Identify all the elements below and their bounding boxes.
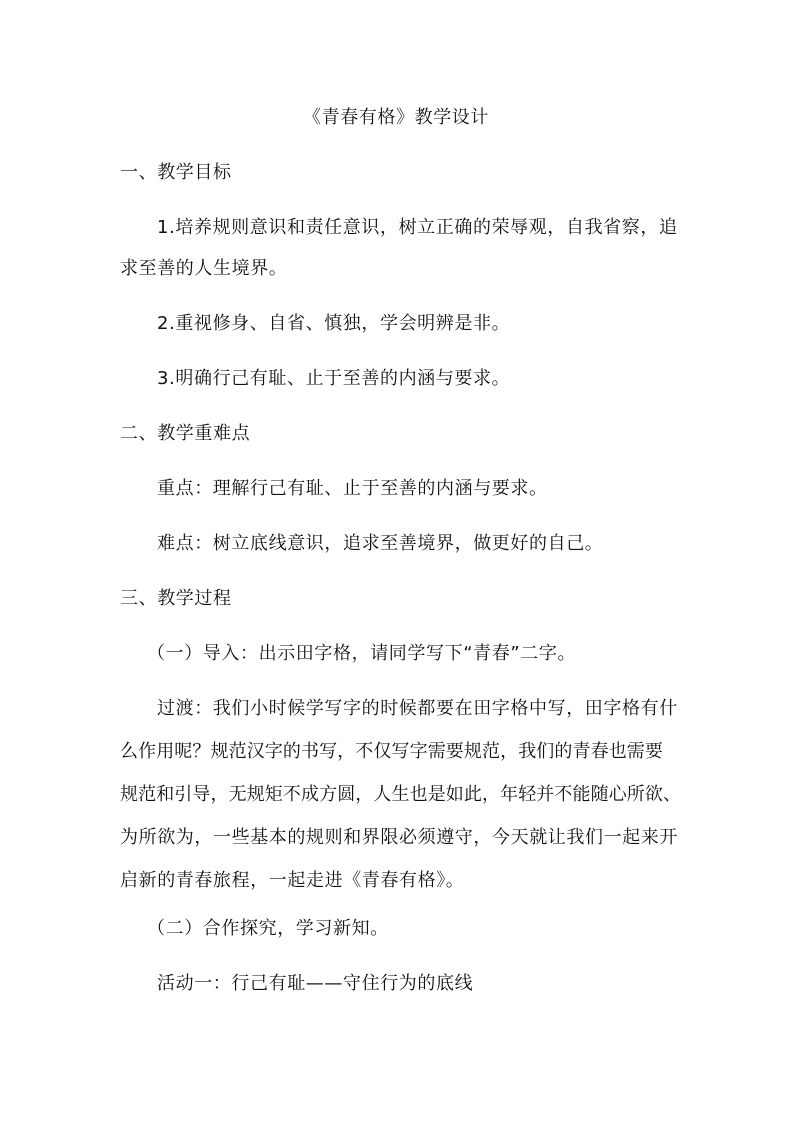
transition-paragraph-line-2: 么作用呢？规范汉字的书写，不仅写字需要规范，我们的青春也需要 (120, 741, 663, 762)
goal-item-2: 2.重视修身、自省、慎独，学会明辨是非。 (157, 313, 511, 334)
section-heading-teaching-process: 三、教学过程 (120, 588, 232, 609)
process-step-2: （二）合作探究，学习新知。 (147, 918, 389, 939)
section-heading-key-difficult-points: 二、教学重难点 (120, 423, 251, 444)
process-step-1-intro: （一）导入：出示田字格，请同学写下“青春”二字。 (147, 643, 577, 664)
key-point: 重点：理解行己有耻、止于至善的内涵与要求。 (157, 478, 548, 499)
activity-1-heading: 活动一：行己有耻——守住行为的底线 (157, 973, 474, 994)
transition-paragraph-line-5: 启新的青春旅程，一起走进《青春有格》。 (120, 870, 465, 891)
transition-paragraph-line-1: 过渡：我们小时候学写字的时候都要在田字格中写，田字格有什 (157, 698, 678, 719)
section-heading-teaching-goals: 一、教学目标 (120, 162, 232, 183)
goal-item-3: 3.明确行己有耻、止于至善的内涵与要求。 (157, 368, 511, 389)
document-title: 《青春有格》教学设计 (303, 107, 489, 128)
difficult-point: 难点：树立底线意识，追求至善境界，做更好的自己。 (157, 533, 604, 554)
transition-paragraph-line-3: 规范和引导，无规矩不成方圆，人生也是如此，年轻并不能随心所欲、 (120, 784, 682, 805)
goal-item-1-line-1: 1.培养规则意识和责任意识，树立正确的荣辱观，自我省察，追 (157, 217, 678, 238)
goal-item-1-line-2: 求至善的人生境界。 (120, 258, 288, 279)
transition-paragraph-line-4: 为所欲为，一些基本的规则和界限必须遵守，今天就让我们一起来开 (120, 827, 678, 848)
